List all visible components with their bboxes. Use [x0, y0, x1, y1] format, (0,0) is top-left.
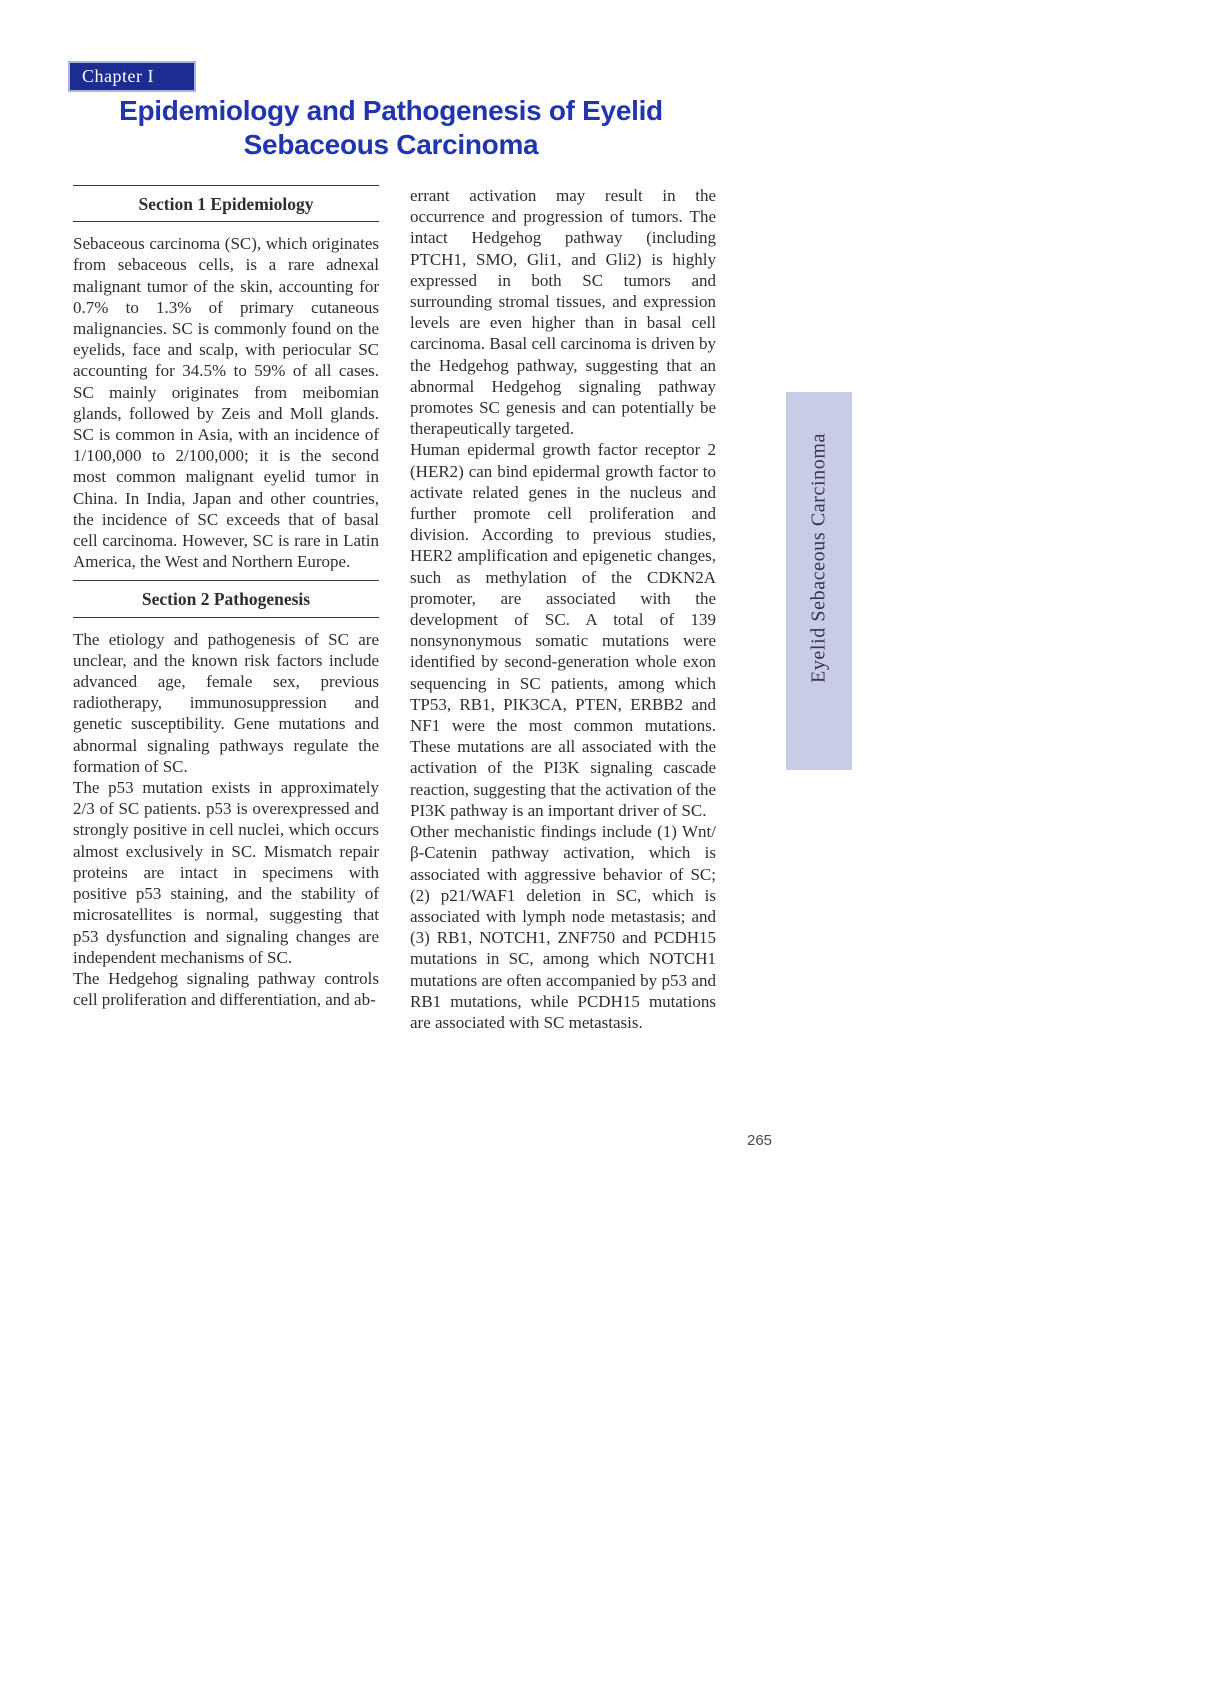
chapter-badge: Chapter I [68, 61, 196, 92]
page-number: 265 [747, 1132, 773, 1149]
section-2-paragraph-1: The etiology and pathogenesis of SC are unclear, and the known risk factors include advanced age, female sex, previous radiotherapy, immunosuppression and genetic susceptibility. Gene mutations and abnormal signaling pathways regulate the formation of SC. [73, 629, 379, 776]
page-title-line1: Epidemiology and Pathogenesis of Eyelid [119, 95, 663, 126]
right-column [410, 185, 716, 1033]
section-1-paragraph: Sebaceous carcinoma (SC), which originates from sebaceous cells, is a rare adnexal malignant tumor of the skin, accounting for 0.7% to 1.3% of primary cutaneous malignancies. SC is commonly found on the eyelids, face and scalp, with periocular SC accounting for 34.5% to 59% of all cases. SC mainly originates from meibomian glands, followed by Zeis and Moll glands. SC is common in Asia, with an incidence of 1/100,000 to 2/100,000; it is the second most common malignant eyelid tumor in China. In India, Japan and other countries, the incidence of SC exceeds that of basal cell carcinoma. However, SC is rare in Latin America, the West and Northern Europe. [73, 234, 379, 572]
continued-paragraph: errant activation may result in the occurrence and progression of tumors. The intact Hedgehog pathway (including PTCH1, SMO, Gli1, and Gli2) is highly expressed in both SC tumors and surrounding stromal tissues, and expression levels are even higher than in basal cell carcinoma. Basal cell carcinoma is driven by the Hedgehog pathway, suggesting that an abnormal Hedgehog signaling pathway promotes SC genesis and can potentially be therapeutically targeted. [410, 186, 716, 439]
left-column [73, 185, 379, 1010]
other-findings-paragraph: Other mechanistic findings include (1) Wnt/β-Catenin pathway activation, which is associated with aggressive behavior of SC; (2) p21/WAF1 deletion in SC, which is associated with lymph node metastasis; and (3) RB1, NOTCH1, ZNF750 and PCDH15 mutations in SC, among which NOTCH1 mutations are often accompanied by p53 and RB1 mutations, while PCDH15 mutations are associated with SC metastasis. [410, 822, 716, 1032]
page-title [60, 94, 722, 162]
chapter-thumb-tab-label: Eyelid Sebaceous Carcinoma [807, 433, 830, 684]
page-title-line2: Sebaceous Carcinoma [243, 129, 539, 160]
section-2-paragraph-3-start: The Hedgehog signaling pathway controls cell proliferation and differentiation, and ab- [73, 968, 379, 1010]
section-2-heading: Section 2 Pathogenesis [73, 580, 379, 617]
section-2-paragraph-2: The p53 mutation exists in approximately 2/3 of SC patients. p53 is overexpressed and strongly positive in cell nuclei, which occurs almost exclusively in SC. Mismatch repair proteins are intact in specimens with positive p53 staining, and the stability of microsatellites is normal, suggesting that p53 dysfunction and signaling changes are independent mechanisms of SC. [73, 778, 379, 967]
section-1-heading: Section 1 Epidemiology [73, 185, 379, 222]
her2-paragraph: Human epidermal growth factor receptor 2 (HER2) can bind epidermal growth factor to activate related genes in the nucleus and further promote cell proliferation and division. According to previous studies, HER2 amplification and epigenetic changes, such as methylation of the CDKN2A promoter, are associated with the development of SC. A total of 139 nonsynonymous somatic mutations were identified by second-generation whole exon sequencing in SC patients, among which TP53, RB1, PIK3CA, PTEN, ERBB2 and NF1 were the most common mutations. These mutations are all associated with the activation of the PI3K signaling cascade reaction, suggesting that the activation of the PI3K pathway is an important driver of SC. [410, 440, 716, 820]
chapter-thumb-tab [786, 392, 852, 770]
